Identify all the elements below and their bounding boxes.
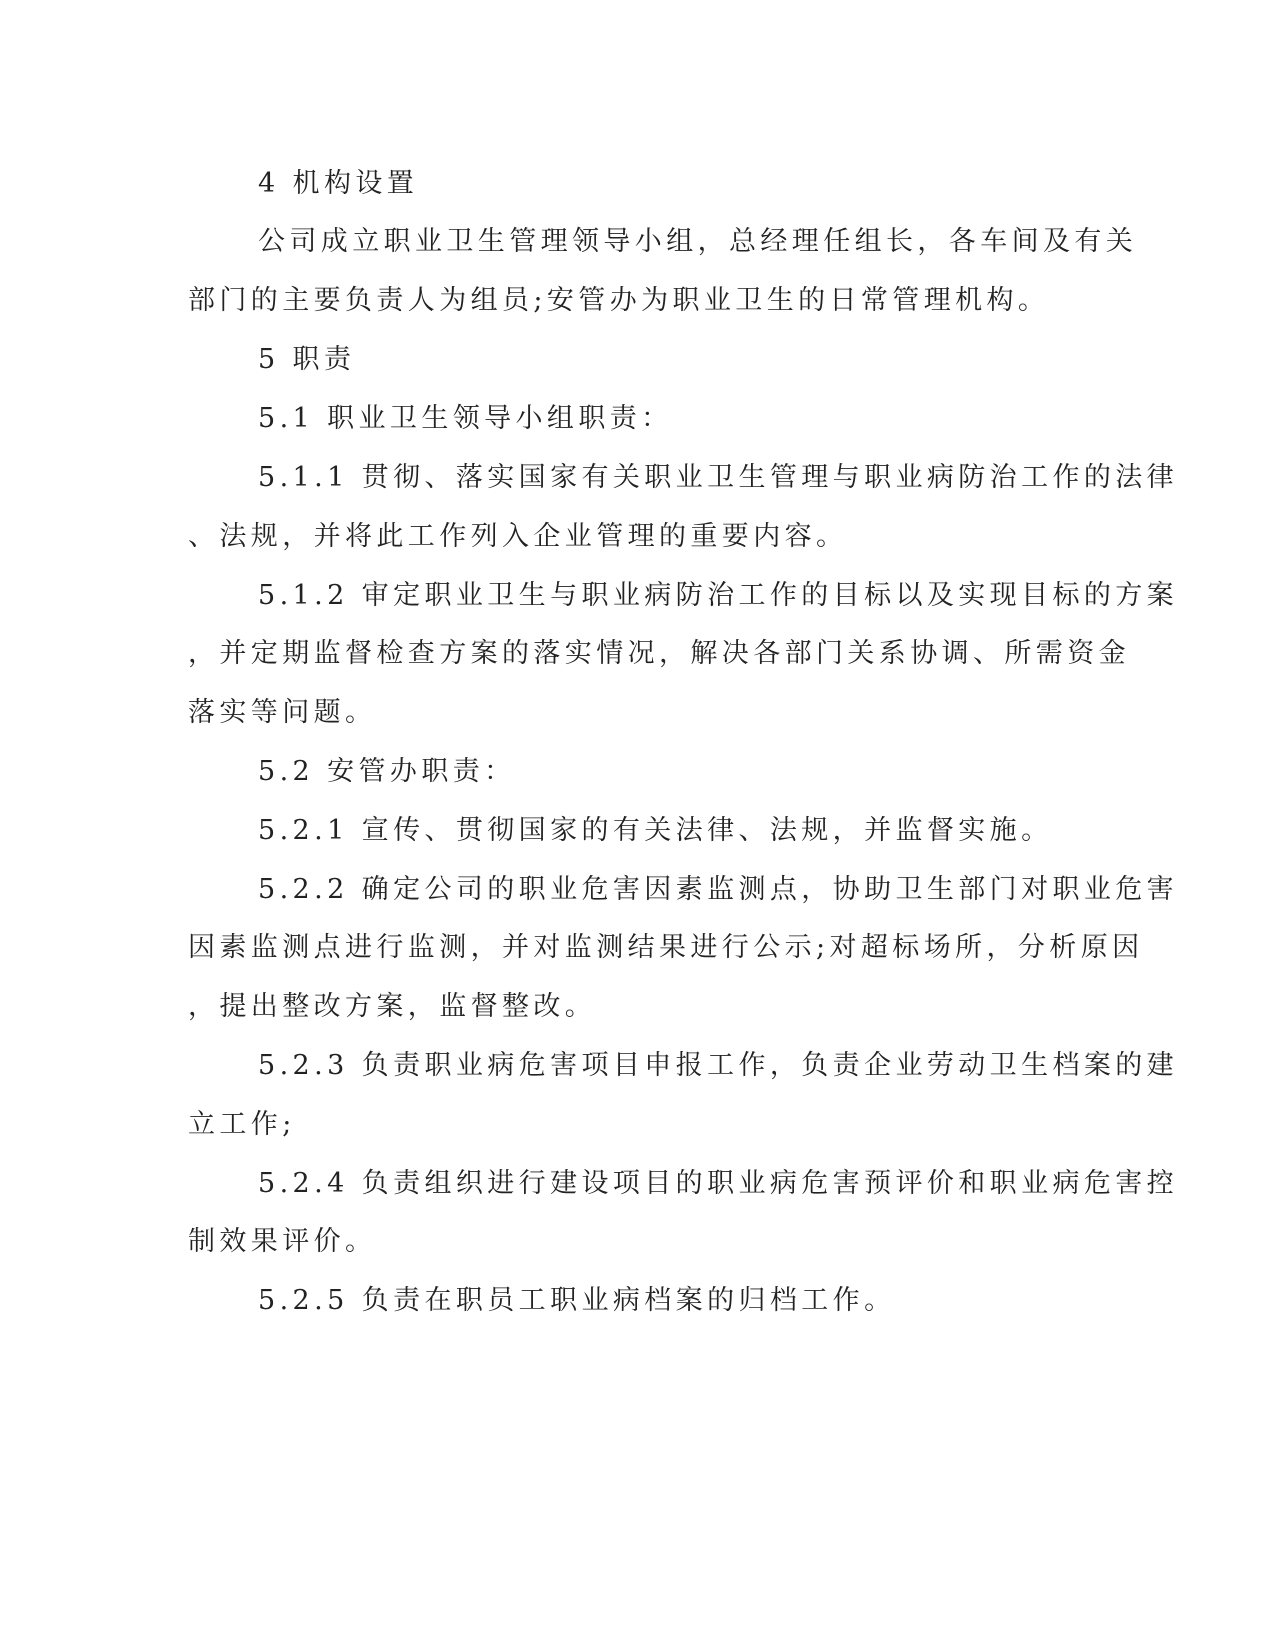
paragraph-line: 5.2.5 负责在职员工职业病档案的归档工作。: [258, 1285, 896, 1316]
paragraph-line: 5.1.1 贯彻、落实国家有关职业卫生管理与职业病防治工作的法律: [258, 462, 1179, 493]
paragraph-line: 5.2.1 宣传、贯彻国家的有关法律、法规，并监督实施。: [258, 815, 1053, 846]
paragraph-line: ，并定期监督检查方案的落实情况，解决各部门关系协调、所需资金: [188, 638, 1130, 669]
paragraph-line: 、法规，并将此工作列入企业管理的重要内容。: [188, 521, 848, 552]
paragraph-line: 部门的主要负责人为组员;安管办为职业卫生的日常管理机构。: [188, 285, 1050, 316]
paragraph-line: 公司成立职业卫生管理领导小组，总经理任组长，各车间及有关: [258, 226, 1138, 257]
section-heading-5: 5 职责: [258, 344, 356, 375]
paragraph-line: 5.2.3 负责职业病危害项目申报工作，负责企业劳动卫生档案的建: [258, 1050, 1179, 1081]
paragraph-line: 5.2.4 负责组织进行建设项目的职业病危害预评价和职业病危害控: [258, 1168, 1179, 1199]
subsection-heading-5-2: 5.2 安管办职责：: [258, 756, 516, 787]
section-heading-4: 4 机构设置: [258, 168, 419, 199]
paragraph-line: ，提出整改方案，监督整改。: [188, 991, 597, 1022]
paragraph-line: 因素监测点进行监测，并对监测结果进行公示;对超标场所，分析原因: [188, 932, 1144, 963]
paragraph-line: 立工作;: [188, 1109, 296, 1140]
subsection-heading-5-1: 5.1 职业卫生领导小组职责：: [258, 403, 673, 434]
paragraph-line: 落实等问题。: [188, 697, 377, 728]
paragraph-line: 5.2.2 确定公司的职业危害因素监测点，协助卫生部门对职业危害: [258, 874, 1179, 905]
paragraph-line: 制效果评价。: [188, 1226, 377, 1257]
paragraph-line: 5.1.2 审定职业卫生与职业病防治工作的目标以及实现目标的方案: [258, 580, 1179, 611]
